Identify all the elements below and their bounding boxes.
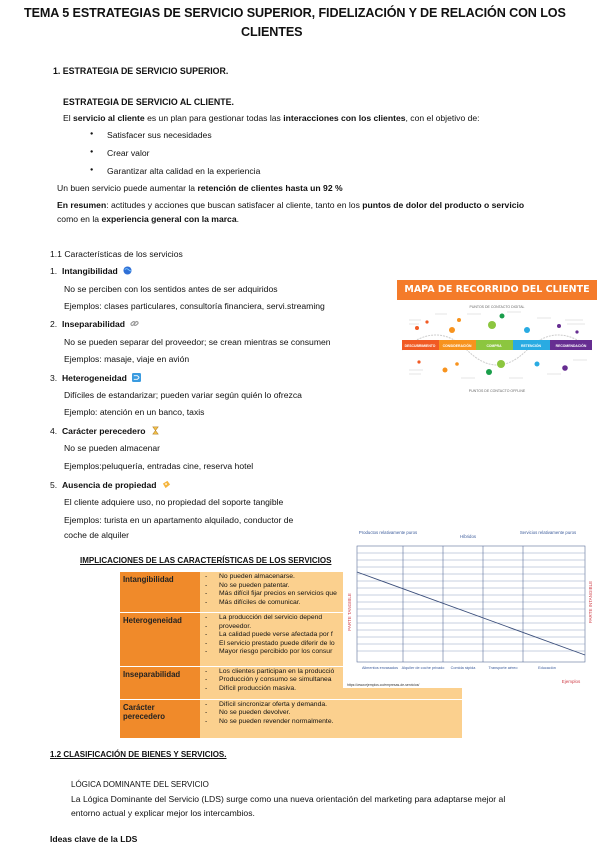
table-row	[120, 699, 462, 738]
characteristic-line: Ejemplos: masaje, viaje en avión	[64, 354, 190, 364]
lds-heading: LÓGICA DOMINANTE DEL SERVICIO	[71, 780, 209, 789]
ticket-icon	[162, 480, 171, 489]
link-icon	[130, 319, 139, 328]
summary-text-line2: como en la experiencia general con la marca.	[57, 214, 240, 224]
list-item: - No pueden almacenarse.	[203, 573, 459, 582]
list-item: - Más difícil fijar precios en servicios que	[203, 590, 459, 599]
list-item: - Mayor riesgo percibido por los consur	[203, 648, 459, 657]
example-label: Comida rápida	[450, 666, 476, 670]
list-item: - Los clientes participan en la producció	[203, 668, 459, 677]
characteristic-item: 1. Intangibilidad	[50, 266, 132, 276]
list-item: - El servicio prestado puede diferir de lo	[203, 640, 459, 649]
journey-top-label: PUNTOS DE CONTACTO DIGITAL	[469, 305, 525, 309]
list-item: - Difícil producción masiva.	[203, 685, 459, 694]
list-item: - Producción y consumo se simultanea	[203, 676, 459, 685]
tangible-intangible-chart	[343, 522, 596, 688]
list-item: - No se pueden patentar.	[203, 582, 459, 591]
hourglass-icon	[151, 426, 160, 435]
stage-label: RETENCIÓN	[521, 344, 541, 348]
tangible-chart-svg	[343, 522, 596, 688]
characteristic-line: Ejemplos:peluquería, entradas cine, reserva hotel	[64, 461, 254, 471]
chart-source: https://www.ejemplos.co/empresas-de-servicios/	[347, 683, 420, 687]
list-item: ● Garantizar alta calidad en la experiencia	[107, 166, 260, 176]
example-label: Alimentos envasados	[361, 666, 399, 670]
touchpoint	[449, 327, 455, 333]
diagonal-line	[357, 572, 585, 655]
stage-label: COMPRA	[486, 344, 502, 348]
list-item: ● Crear valor	[107, 148, 150, 158]
ideas-heading: Ideas clave de la LDS	[50, 834, 138, 844]
page-title: TEMA 5 ESTRATEGIAS DE SERVICIO SUPERIOR, FIDELIZACIÓN Y DE RELACIÓN CON LOS	[24, 6, 566, 20]
touchpoint	[524, 327, 530, 333]
touchpoint	[486, 369, 492, 375]
characteristic-line: El cliente adquiere uso, no propiedad del soporte tangible	[64, 497, 284, 507]
list-item: - No se pueden revender normalmente.	[203, 718, 459, 727]
touchpoint	[455, 362, 459, 366]
table-key: Carácter perecedero	[120, 699, 200, 738]
list-item: - Más difíciles de comunicar.	[203, 599, 459, 608]
touchpoint	[557, 324, 561, 328]
implications-heading: IMPLICACIONES DE LAS CARACTERÍSTICAS DE LOS SERVICIOS	[80, 556, 332, 565]
characteristic-line: No se perciben con los sentidos antes de ser adquiridos	[64, 284, 278, 294]
journey-title: MAPA DE RECORRIDO DEL CLIENTE	[397, 280, 597, 300]
touchpoint	[425, 320, 428, 323]
characteristic-item: 2. Inseparabilidad	[50, 319, 139, 329]
table-key: Heterogeneidad	[120, 613, 200, 666]
chart-label: Híbridos	[459, 534, 477, 539]
journey-diagram	[397, 300, 597, 414]
chart-label: Servicios relativamente puros	[519, 530, 577, 535]
examples-axis-label: Ejemplos	[561, 679, 581, 684]
page-title-line2: CLIENTES	[241, 25, 303, 39]
globe-icon	[123, 266, 132, 275]
chart-label: Productos relativamente puros	[358, 530, 418, 535]
lds-text-line2: entorno actual y explicar mejor los intercambios.	[71, 808, 255, 818]
touchpoint	[457, 318, 461, 322]
example-label: Transporte aéreo	[488, 666, 518, 670]
characteristics-heading: 1.1 Características de los servicios	[50, 249, 183, 259]
touchpoint	[500, 314, 505, 319]
stage-label: DESCUBRIMIENTO	[404, 344, 436, 348]
list-item: ● Satisfacer sus necesidades	[107, 130, 212, 140]
touchpoint	[488, 321, 496, 329]
summary-text: En resumen: actitudes y acciones que buscan satisfacer al cliente, tanto en los puntos de dolor del producto o servicio	[57, 200, 525, 210]
right-axis-label: PARTE INTANGIBLE	[588, 580, 593, 624]
characteristic-line: Ejemplo: atención en un banco, taxis	[64, 407, 205, 417]
example-label: Alquiler de coche privado	[401, 666, 445, 670]
touchpoint	[562, 365, 568, 371]
list-item: - La producción del servicio depend	[203, 614, 459, 623]
touchpoint	[535, 362, 540, 367]
stage-label: CONSIDERACIÓN	[442, 344, 472, 348]
customer-journey-map	[397, 280, 597, 414]
touchpoint	[415, 326, 419, 330]
example-label: Educación	[538, 666, 556, 670]
characteristic-line: Ejemplos: turista en un apartamento alquilado, conductor de	[64, 515, 294, 525]
characteristic-item: 5. Ausencia de propiedad	[50, 480, 171, 490]
touchpoint	[417, 360, 420, 363]
touchpoint	[497, 360, 505, 368]
chart-gridlines	[357, 553, 585, 651]
section12-heading: 1.2 CLASIFICACIÓN DE BIENES Y SERVICIOS.	[50, 750, 227, 759]
characteristic-line: Difíciles de estandarizar; pueden variar según quién lo ofrezca	[64, 390, 302, 400]
lds-text: La Lógica Dominante del Servicio (LDS) surge como una nueva orientación del marketing para adaptarse mejor al	[71, 794, 506, 804]
left-axis-label: PARTE TANGIBLE	[347, 593, 352, 631]
section-heading: 1. ESTRATEGIA DE SERVICIO SUPERIOR.	[53, 66, 229, 76]
characteristic-line: coche de alquiler	[64, 530, 129, 540]
list-item: - No se pueden devolver.	[203, 709, 459, 718]
table-key: Inseparabilidad	[120, 666, 200, 699]
shuffle-icon	[132, 373, 141, 382]
intro-paragraph: El servicio al cliente es un plan para gestionar todas las interacciones con los clientes, con el objetivo de:	[63, 113, 480, 123]
retention-text: Un buen servicio puede aumentar la retención de clientes hasta un 92 %	[57, 183, 343, 193]
list-item: - La calidad puede verse afectada por f	[203, 631, 459, 640]
chart-dividers	[403, 546, 523, 662]
touchpoint	[575, 330, 578, 333]
subsection-heading: ESTRATEGIA DE SERVICIO AL CLIENTE.	[63, 97, 234, 107]
table-key: Intangibilidad	[120, 572, 200, 613]
characteristic-line: No se pueden almacenar	[64, 443, 161, 453]
list-item: - Difícil sincronizar oferta y demanda.	[203, 701, 459, 710]
journey-bottom-label: PUNTOS DE CONTACTO OFFLINE	[468, 389, 526, 393]
table-value	[200, 699, 462, 738]
characteristic-line: No se pueden separar del proveedor; se crean mientras se consumen	[64, 337, 331, 347]
characteristic-item: 3. Heterogeneidad	[50, 373, 141, 383]
stage-label: RECOMENDACIÓN	[555, 344, 587, 348]
list-item: - proveedor.	[203, 623, 459, 632]
characteristic-item: 4. Carácter perecedero	[50, 426, 160, 436]
characteristic-line: Ejemplos: clases particulares, consultoría financiera, servi.streaming	[64, 301, 325, 311]
touchpoint	[443, 368, 448, 373]
